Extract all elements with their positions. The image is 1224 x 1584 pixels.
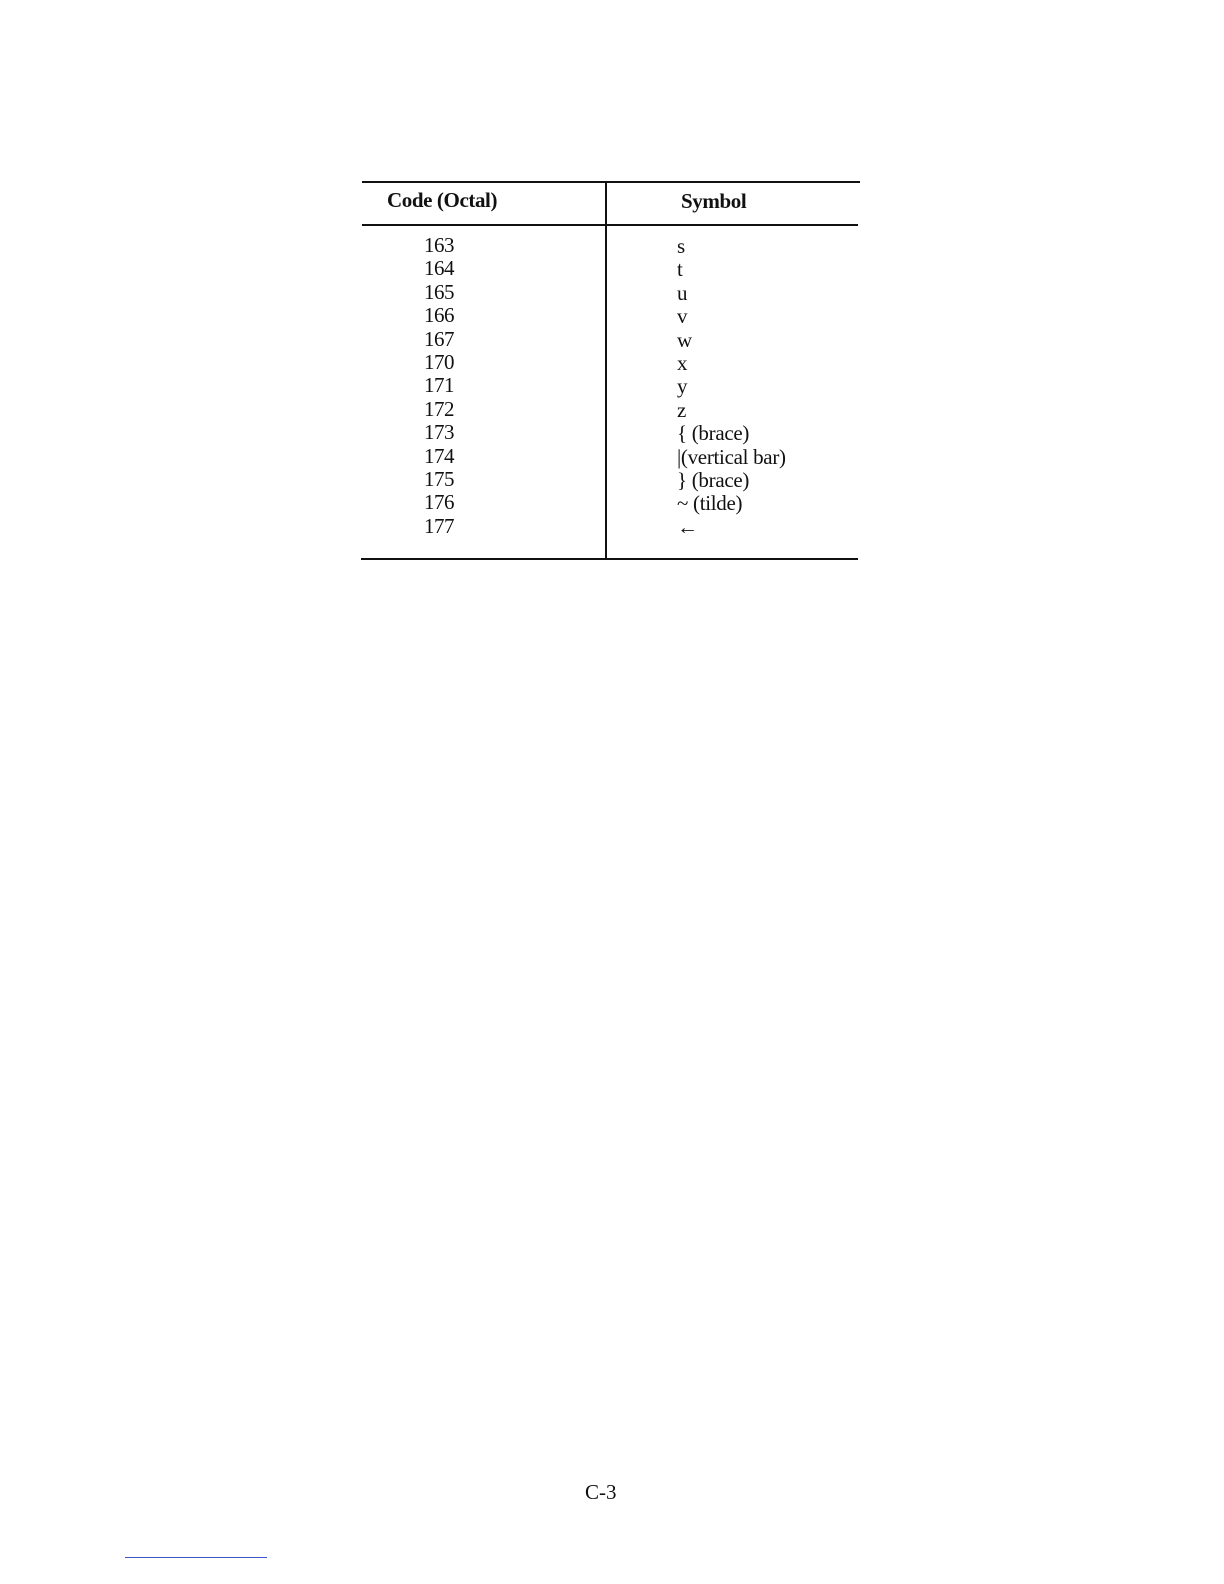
table-row xyxy=(362,281,860,304)
code-cell: 164 xyxy=(424,256,454,281)
table-row xyxy=(362,468,860,491)
symbol-cell: s xyxy=(677,234,685,258)
code-cell: 172 xyxy=(424,396,454,421)
table-row xyxy=(362,374,860,397)
table-row xyxy=(362,328,860,351)
column-header-code: Code (Octal) xyxy=(387,188,498,212)
code-cell: 167 xyxy=(424,326,454,351)
symbol-cell: t xyxy=(677,257,683,282)
column-header-symbol: Symbol xyxy=(681,189,747,213)
symbol-cell: |(vertical bar) xyxy=(677,444,786,469)
table-row xyxy=(362,445,860,468)
page-number: C-3 xyxy=(585,1480,617,1504)
table-body xyxy=(362,234,860,538)
symbol-cell: z xyxy=(677,397,687,422)
table-row xyxy=(362,257,860,280)
table-row xyxy=(362,398,860,421)
table-row xyxy=(362,351,860,374)
symbol-cell: } (brace) xyxy=(677,467,750,492)
code-cell: 174 xyxy=(424,443,454,468)
code-cell: 170 xyxy=(424,349,454,374)
table-row xyxy=(362,234,860,257)
table-bottom-rule xyxy=(361,558,858,560)
table-row xyxy=(362,515,860,538)
symbol-cell: ← xyxy=(677,514,698,539)
symbol-cell: x xyxy=(677,350,688,375)
symbol-cell: v xyxy=(677,304,688,329)
table-row xyxy=(362,421,860,444)
symbol-cell: u xyxy=(677,280,688,305)
footnote-rule xyxy=(125,1557,267,1558)
symbol-cell: ~ (tilde) xyxy=(677,491,743,516)
table-header-rule xyxy=(362,224,858,226)
code-cell: 166 xyxy=(424,303,454,328)
table-row xyxy=(362,491,860,514)
code-cell: 171 xyxy=(424,373,454,398)
symbol-cell: w xyxy=(677,327,692,352)
table-top-rule xyxy=(362,181,860,183)
octal-code-table xyxy=(362,181,860,562)
code-cell: 176 xyxy=(424,490,454,515)
code-cell: 175 xyxy=(424,466,454,491)
code-cell: 173 xyxy=(424,420,454,445)
code-cell: 165 xyxy=(424,279,454,304)
symbol-cell: { (brace) xyxy=(677,421,750,446)
code-cell: 163 xyxy=(424,233,454,257)
code-cell: 177 xyxy=(424,513,454,538)
table-row xyxy=(362,304,860,327)
symbol-cell: y xyxy=(677,374,688,399)
